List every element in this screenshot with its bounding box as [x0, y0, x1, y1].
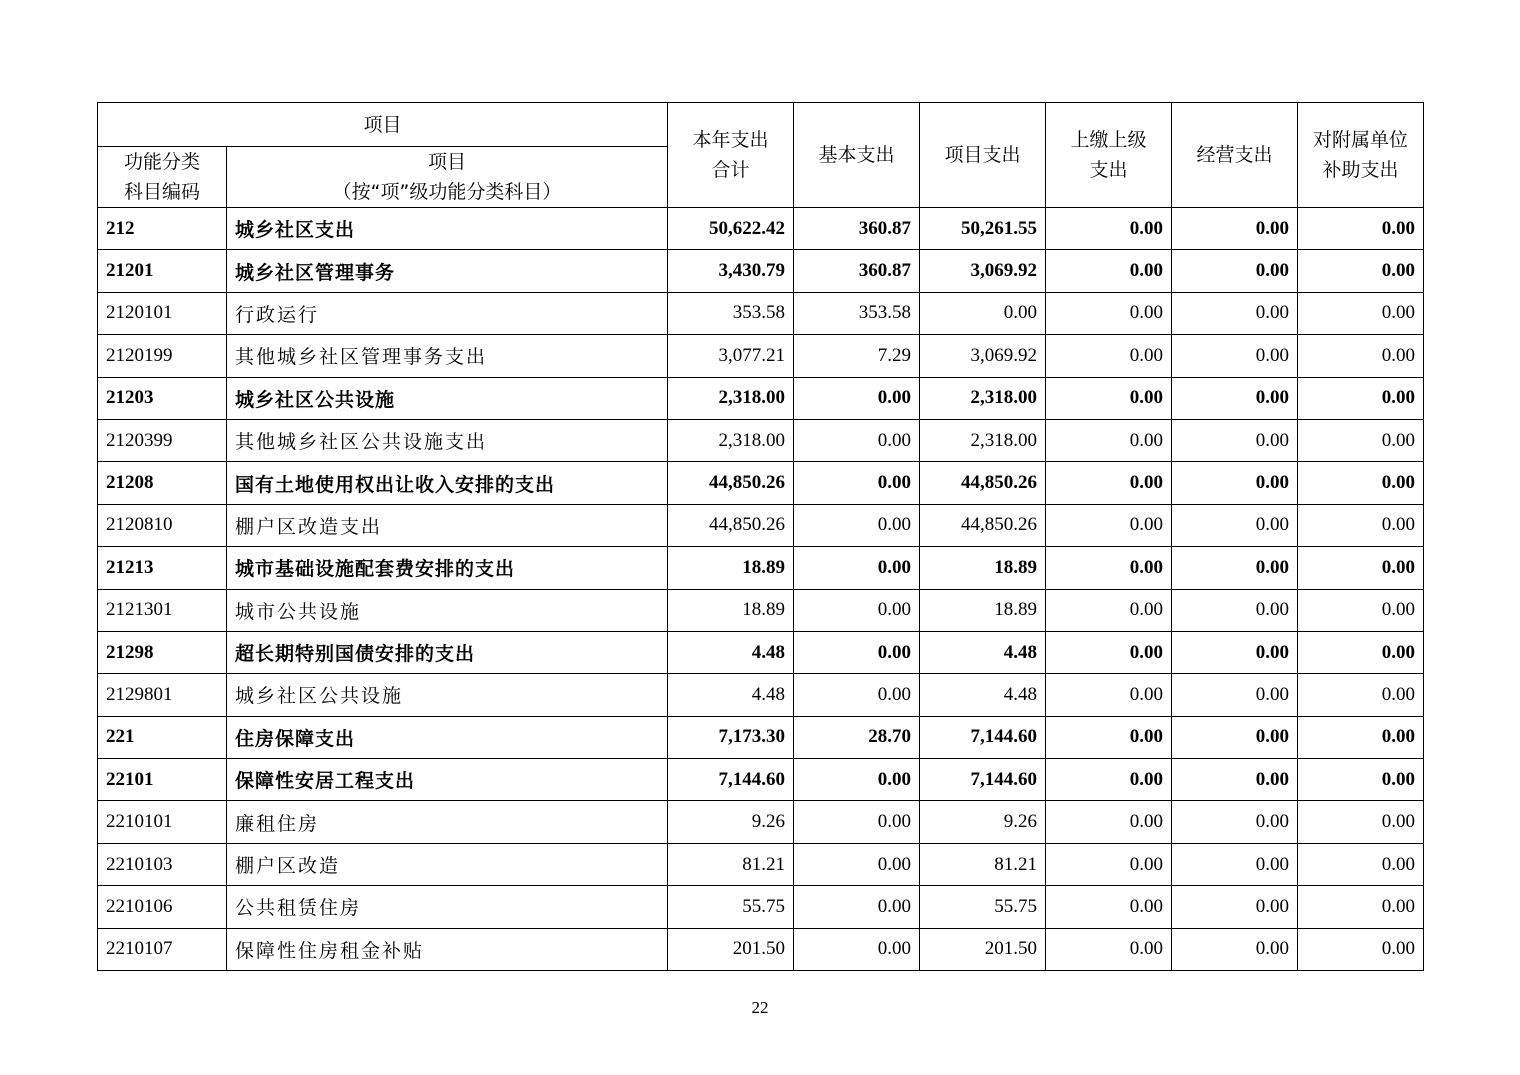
cell-business: 0.00 [1172, 589, 1298, 631]
cell-subsidy: 0.00 [1298, 208, 1424, 250]
cell-business: 0.00 [1172, 419, 1298, 461]
cell-project: 0.00 [920, 292, 1046, 334]
header-subsidy: 对附属单位 补助支出 [1298, 103, 1424, 208]
cell-project: 4.48 [920, 631, 1046, 673]
cell-upper: 0.00 [1046, 886, 1172, 928]
cell-name: 城乡社区公共设施 [227, 377, 668, 419]
page-number: 22 [751, 998, 769, 1017]
cell-total: 18.89 [668, 547, 794, 589]
header-business: 经营支出 [1172, 103, 1298, 208]
cell-subsidy: 0.00 [1298, 292, 1424, 334]
cell-name: 棚户区改造支出 [227, 504, 668, 546]
cell-basic: 0.00 [794, 377, 920, 419]
cell-name: 城市基础设施配套费安排的支出 [227, 547, 668, 589]
table-row [98, 292, 1424, 334]
cell-business: 0.00 [1172, 843, 1298, 885]
cell-upper: 0.00 [1046, 759, 1172, 801]
cell-project: 7,144.60 [920, 759, 1046, 801]
cell-name: 城乡社区管理事务 [227, 250, 668, 292]
cell-basic: 0.00 [794, 419, 920, 461]
cell-subsidy: 0.00 [1298, 759, 1424, 801]
header-project-expenditure: 项目支出 [920, 103, 1046, 208]
cell-basic: 353.58 [794, 292, 920, 334]
cell-code: 2120101 [98, 292, 227, 334]
cell-basic: 360.87 [794, 250, 920, 292]
cell-upper: 0.00 [1046, 631, 1172, 673]
cell-name: 保障性安居工程支出 [227, 759, 668, 801]
header-project: 项目 [98, 103, 668, 147]
cell-upper: 0.00 [1046, 462, 1172, 504]
cell-project: 4.48 [920, 674, 1046, 716]
cell-project: 201.50 [920, 928, 1046, 970]
table-row [98, 462, 1424, 504]
cell-total: 3,430.79 [668, 250, 794, 292]
cell-basic: 7.29 [794, 335, 920, 377]
table-row [98, 843, 1424, 885]
cell-project: 18.89 [920, 589, 1046, 631]
cell-basic: 0.00 [794, 801, 920, 843]
cell-basic: 0.00 [794, 759, 920, 801]
cell-business: 0.00 [1172, 547, 1298, 589]
expenditure-table [97, 102, 1424, 971]
cell-upper: 0.00 [1046, 504, 1172, 546]
cell-upper: 0.00 [1046, 674, 1172, 716]
table-row [98, 589, 1424, 631]
cell-subsidy: 0.00 [1298, 886, 1424, 928]
cell-subsidy: 0.00 [1298, 801, 1424, 843]
cell-total: 44,850.26 [668, 462, 794, 504]
cell-basic: 0.00 [794, 886, 920, 928]
cell-subsidy: 0.00 [1298, 547, 1424, 589]
cell-subsidy: 0.00 [1298, 589, 1424, 631]
cell-total: 201.50 [668, 928, 794, 970]
cell-code: 2210101 [98, 801, 227, 843]
cell-business: 0.00 [1172, 928, 1298, 970]
header-item: 项目 （按“项”级功能分类科目） [227, 147, 668, 208]
cell-subsidy: 0.00 [1298, 843, 1424, 885]
table-row [98, 886, 1424, 928]
cell-code: 21201 [98, 250, 227, 292]
cell-code: 221 [98, 716, 227, 758]
cell-code: 22101 [98, 759, 227, 801]
cell-basic: 0.00 [794, 843, 920, 885]
cell-name: 其他城乡社区管理事务支出 [227, 335, 668, 377]
cell-business: 0.00 [1172, 208, 1298, 250]
cell-upper: 0.00 [1046, 716, 1172, 758]
cell-project: 3,069.92 [920, 335, 1046, 377]
cell-code: 2210107 [98, 928, 227, 970]
table-row [98, 377, 1424, 419]
cell-business: 0.00 [1172, 250, 1298, 292]
cell-business: 0.00 [1172, 759, 1298, 801]
cell-upper: 0.00 [1046, 589, 1172, 631]
cell-project: 3,069.92 [920, 250, 1046, 292]
cell-subsidy: 0.00 [1298, 928, 1424, 970]
cell-total: 18.89 [668, 589, 794, 631]
cell-code: 2121301 [98, 589, 227, 631]
cell-code: 21208 [98, 462, 227, 504]
cell-upper: 0.00 [1046, 292, 1172, 334]
cell-name: 公共租赁住房 [227, 886, 668, 928]
header-row-1 [98, 103, 1424, 147]
cell-upper: 0.00 [1046, 801, 1172, 843]
cell-business: 0.00 [1172, 335, 1298, 377]
cell-project: 2,318.00 [920, 419, 1046, 461]
cell-business: 0.00 [1172, 292, 1298, 334]
cell-code: 2129801 [98, 674, 227, 716]
cell-project: 44,850.26 [920, 504, 1046, 546]
cell-subsidy: 0.00 [1298, 250, 1424, 292]
cell-business: 0.00 [1172, 504, 1298, 546]
cell-basic: 28.70 [794, 716, 920, 758]
cell-upper: 0.00 [1046, 928, 1172, 970]
cell-basic: 0.00 [794, 674, 920, 716]
cell-total: 2,318.00 [668, 377, 794, 419]
cell-total: 7,173.30 [668, 716, 794, 758]
cell-basic: 0.00 [794, 462, 920, 504]
cell-code: 21213 [98, 547, 227, 589]
cell-code: 2210103 [98, 843, 227, 885]
cell-code: 2120399 [98, 419, 227, 461]
cell-name: 住房保障支出 [227, 716, 668, 758]
cell-total: 7,144.60 [668, 759, 794, 801]
cell-upper: 0.00 [1046, 250, 1172, 292]
cell-upper: 0.00 [1046, 419, 1172, 461]
cell-total: 55.75 [668, 886, 794, 928]
cell-business: 0.00 [1172, 801, 1298, 843]
cell-business: 0.00 [1172, 631, 1298, 673]
cell-name: 城乡社区支出 [227, 208, 668, 250]
cell-total: 3,077.21 [668, 335, 794, 377]
header-upper: 上缴上级 支出 [1046, 103, 1172, 208]
cell-project: 18.89 [920, 547, 1046, 589]
table-row [98, 208, 1424, 250]
cell-upper: 0.00 [1046, 377, 1172, 419]
cell-name: 其他城乡社区公共设施支出 [227, 419, 668, 461]
cell-code: 2210106 [98, 886, 227, 928]
cell-total: 50,622.42 [668, 208, 794, 250]
cell-subsidy: 0.00 [1298, 462, 1424, 504]
table-row [98, 250, 1424, 292]
table-row [98, 419, 1424, 461]
cell-total: 353.58 [668, 292, 794, 334]
header-func-code: 功能分类 科目编码 [98, 147, 227, 208]
cell-upper: 0.00 [1046, 547, 1172, 589]
cell-total: 81.21 [668, 843, 794, 885]
cell-name: 行政运行 [227, 292, 668, 334]
cell-basic: 0.00 [794, 589, 920, 631]
cell-basic: 0.00 [794, 631, 920, 673]
cell-total: 9.26 [668, 801, 794, 843]
table-row [98, 759, 1424, 801]
table-row [98, 801, 1424, 843]
cell-business: 0.00 [1172, 886, 1298, 928]
cell-basic: 360.87 [794, 208, 920, 250]
cell-project: 55.75 [920, 886, 1046, 928]
cell-subsidy: 0.00 [1298, 631, 1424, 673]
cell-project: 2,318.00 [920, 377, 1046, 419]
cell-subsidy: 0.00 [1298, 377, 1424, 419]
cell-subsidy: 0.00 [1298, 335, 1424, 377]
cell-business: 0.00 [1172, 377, 1298, 419]
cell-name: 城市公共设施 [227, 589, 668, 631]
cell-upper: 0.00 [1046, 208, 1172, 250]
cell-upper: 0.00 [1046, 843, 1172, 885]
cell-code: 21298 [98, 631, 227, 673]
table-row [98, 504, 1424, 546]
cell-project: 44,850.26 [920, 462, 1046, 504]
cell-code: 2120810 [98, 504, 227, 546]
cell-code: 212 [98, 208, 227, 250]
cell-subsidy: 0.00 [1298, 419, 1424, 461]
table-row [98, 335, 1424, 377]
table-row [98, 547, 1424, 589]
cell-subsidy: 0.00 [1298, 504, 1424, 546]
cell-business: 0.00 [1172, 716, 1298, 758]
cell-name: 城乡社区公共设施 [227, 674, 668, 716]
cell-project: 81.21 [920, 843, 1046, 885]
cell-total: 2,318.00 [668, 419, 794, 461]
table-row [98, 928, 1424, 970]
cell-total: 4.48 [668, 631, 794, 673]
cell-project: 7,144.60 [920, 716, 1046, 758]
cell-name: 廉租住房 [227, 801, 668, 843]
table-body [98, 208, 1424, 971]
cell-project: 9.26 [920, 801, 1046, 843]
table-row [98, 631, 1424, 673]
cell-business: 0.00 [1172, 462, 1298, 504]
cell-total: 4.48 [668, 674, 794, 716]
cell-subsidy: 0.00 [1298, 716, 1424, 758]
cell-subsidy: 0.00 [1298, 674, 1424, 716]
cell-project: 50,261.55 [920, 208, 1046, 250]
cell-name: 棚户区改造 [227, 843, 668, 885]
cell-code: 21203 [98, 377, 227, 419]
table-row [98, 716, 1424, 758]
cell-code: 2120199 [98, 335, 227, 377]
cell-name: 超长期特别国债安排的支出 [227, 631, 668, 673]
cell-business: 0.00 [1172, 674, 1298, 716]
cell-total: 44,850.26 [668, 504, 794, 546]
header-basic: 基本支出 [794, 103, 920, 208]
table-row [98, 674, 1424, 716]
header-total: 本年支出 合计 [668, 103, 794, 208]
cell-basic: 0.00 [794, 547, 920, 589]
cell-basic: 0.00 [794, 504, 920, 546]
cell-upper: 0.00 [1046, 335, 1172, 377]
cell-basic: 0.00 [794, 928, 920, 970]
cell-name: 国有土地使用权出让收入安排的支出 [227, 462, 668, 504]
cell-name: 保障性住房租金补贴 [227, 928, 668, 970]
